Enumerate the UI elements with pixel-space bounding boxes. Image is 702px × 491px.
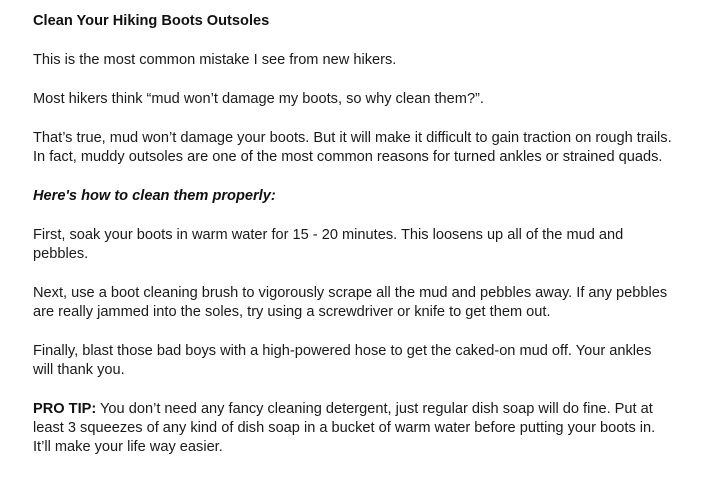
step-next-paragraph: Next, use a boot cleaning brush to vigorously scrape all the mud and pebbles away. If any pebbles are really jammed into the soles, try using a screwdriver or knife to get them out. bbox=[33, 285, 668, 320]
pro-tip-text: You don’t need any fancy cleaning detergent, just regular dish soap will do fine. Put at least 3 squeezes of any kind of dish soap in a bucket of warm water before putting your boots in. It’ll make your life way easier. bbox=[33, 401, 656, 455]
pro-tip-label: PRO TIP: bbox=[33, 401, 97, 417]
pro-tip-paragraph bbox=[33, 400, 673, 457]
step-finally-paragraph: Finally, blast those bad boys with a high-powered hose to get the caked-on mud off. Your ankles will thank you. bbox=[33, 343, 652, 378]
explanation-paragraph: That’s true, mud won’t damage your boots. But it will make it difficult to gain traction on rough trails. In fact, muddy outsoles are one of the most common reasons for turned ankles or strained quads. bbox=[33, 130, 672, 165]
article-heading: Clean Your Hiking Boots Outsoles bbox=[33, 13, 270, 29]
article bbox=[33, 12, 673, 477]
quote-paragraph: Most hikers think “mud won’t damage my boots, so why clean them?”. bbox=[33, 91, 484, 107]
intro-paragraph: This is the most common mistake I see from new hikers. bbox=[33, 52, 397, 68]
step-first-paragraph: First, soak your boots in warm water for 15 - 20 minutes. This loosens up all of the mud and pebbles. bbox=[33, 227, 624, 262]
how-to-subheading: Here's how to clean them properly: bbox=[33, 188, 276, 204]
